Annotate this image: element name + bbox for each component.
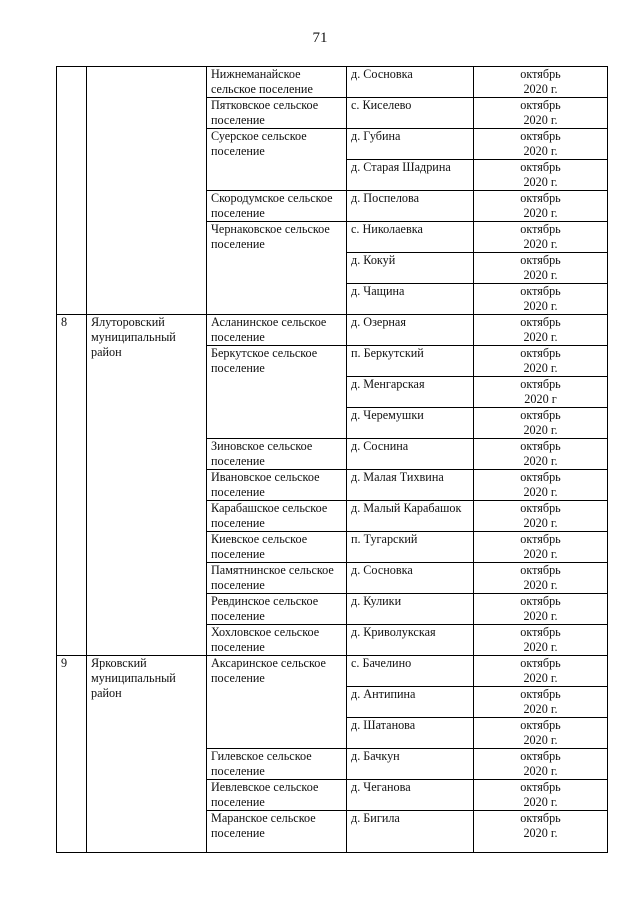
date-cell: [474, 253, 608, 284]
settlement-cell: Хохловское сельское поселение: [207, 625, 347, 656]
date-cell: [474, 98, 608, 129]
locality-cell: д. Кулики: [347, 594, 474, 625]
locality-cell: п. Беркутский: [347, 346, 474, 377]
locality-cell: п. Тугарский: [347, 532, 474, 563]
month-text: октябрь: [520, 811, 561, 825]
month-text: октябрь: [520, 284, 561, 298]
date-cell: [474, 439, 608, 470]
date-cell: [474, 346, 608, 377]
table-row: [57, 67, 608, 98]
year-text: 2020 г.: [523, 144, 558, 158]
date-cell: [474, 718, 608, 749]
month-text: октябрь: [520, 656, 561, 670]
month-text: октябрь: [520, 594, 561, 608]
date-cell: [474, 780, 608, 811]
settlement-cell: Ивановское сельское поселение: [207, 470, 347, 501]
date-cell: [474, 625, 608, 656]
locality-cell: д. Сосновка: [347, 67, 474, 98]
settlement-cell: Иевлевское сельское поселение: [207, 780, 347, 811]
locality-cell: д. Малая Тихвина: [347, 470, 474, 501]
year-text: 2020 г.: [523, 268, 558, 282]
month-text: октябрь: [520, 501, 561, 515]
settlement-cell: Нижнеманайское сельское поселение: [207, 67, 347, 98]
locality-cell: с. Николаевка: [347, 222, 474, 253]
month-text: октябрь: [520, 687, 561, 701]
month-text: октябрь: [520, 129, 561, 143]
year-text: 2020 г.: [523, 795, 558, 809]
year-text: 2020 г.: [523, 609, 558, 623]
date-cell: [474, 191, 608, 222]
date-cell: [474, 470, 608, 501]
year-text: 2020 г.: [523, 516, 558, 530]
date-cell: [474, 594, 608, 625]
year-text: 2020 г: [524, 392, 557, 406]
section-number-cell: 8: [57, 315, 87, 656]
month-text: октябрь: [520, 253, 561, 267]
locality-cell: с. Киселево: [347, 98, 474, 129]
section-number-cell: 9: [57, 656, 87, 853]
year-text: 2020 г.: [523, 361, 558, 375]
settlement-cell: Асланинское сельское поселение: [207, 315, 347, 346]
month-text: октябрь: [520, 346, 561, 360]
date-cell: [474, 222, 608, 253]
month-text: октябрь: [520, 377, 561, 391]
settlement-cell: Ревдинское сельское поселение: [207, 594, 347, 625]
month-text: октябрь: [520, 160, 561, 174]
year-text: 2020 г.: [523, 485, 558, 499]
month-text: октябрь: [520, 98, 561, 112]
year-text: 2020 г.: [523, 175, 558, 189]
schedule-table: [56, 66, 608, 853]
section-number-cell: [57, 67, 87, 315]
year-text: 2020 г.: [523, 826, 558, 840]
settlement-cell: Чернаковское сельское поселение: [207, 222, 347, 315]
year-text: 2020 г.: [523, 82, 558, 96]
settlement-cell: Гилевское сельское поселение: [207, 749, 347, 780]
date-cell: [474, 160, 608, 191]
month-text: октябрь: [520, 315, 561, 329]
locality-cell: д. Чеганова: [347, 780, 474, 811]
month-text: октябрь: [520, 439, 561, 453]
settlement-cell: Памятнинское сельское поселение: [207, 563, 347, 594]
date-cell: [474, 687, 608, 718]
locality-cell: д. Малый Карабашок: [347, 501, 474, 532]
settlement-cell: Зиновское сельское поселение: [207, 439, 347, 470]
locality-cell: д. Менгарская: [347, 377, 474, 408]
year-text: 2020 г.: [523, 113, 558, 127]
locality-cell: д. Кокуй: [347, 253, 474, 284]
settlement-cell: Маранское сельское поселение: [207, 811, 347, 853]
month-text: октябрь: [520, 191, 561, 205]
locality-cell: д. Чащина: [347, 284, 474, 315]
year-text: 2020 г.: [523, 547, 558, 561]
year-text: 2020 г.: [523, 330, 558, 344]
year-text: 2020 г.: [523, 299, 558, 313]
locality-cell: д. Бигила: [347, 811, 474, 853]
date-cell: [474, 129, 608, 160]
settlement-cell: Беркутское сельское поселение: [207, 346, 347, 439]
locality-cell: с. Бачелино: [347, 656, 474, 687]
settlement-cell: Карабашское сельское поселение: [207, 501, 347, 532]
settlement-cell: Пятковское сельское поселение: [207, 98, 347, 129]
locality-cell: д. Губина: [347, 129, 474, 160]
settlement-cell: Скородумское сельское поселение: [207, 191, 347, 222]
month-text: октябрь: [520, 67, 561, 81]
year-text: 2020 г.: [523, 733, 558, 747]
year-text: 2020 г.: [523, 702, 558, 716]
settlement-cell: Суерское сельское поселение: [207, 129, 347, 191]
year-text: 2020 г.: [523, 671, 558, 685]
date-cell: [474, 749, 608, 780]
district-cell: Ярковский муниципальный район: [87, 656, 207, 853]
date-cell: [474, 811, 608, 853]
date-cell: [474, 315, 608, 346]
locality-cell: д. Сосновка: [347, 563, 474, 594]
date-cell: [474, 284, 608, 315]
date-cell: [474, 532, 608, 563]
locality-cell: д. Шатанова: [347, 718, 474, 749]
locality-cell: д. Антипина: [347, 687, 474, 718]
table-row: [57, 315, 608, 346]
settlement-cell: Аксаринское сельское поселение: [207, 656, 347, 749]
year-text: 2020 г.: [523, 454, 558, 468]
year-text: 2020 г.: [523, 206, 558, 220]
date-cell: [474, 408, 608, 439]
month-text: октябрь: [520, 625, 561, 639]
month-text: октябрь: [520, 532, 561, 546]
year-text: 2020 г.: [523, 237, 558, 251]
year-text: 2020 г.: [523, 578, 558, 592]
locality-cell: д. Поспелова: [347, 191, 474, 222]
month-text: октябрь: [520, 470, 561, 484]
year-text: 2020 г.: [523, 764, 558, 778]
year-text: 2020 г.: [523, 423, 558, 437]
district-cell: Ялуторовский муниципальный район: [87, 315, 207, 656]
locality-cell: д. Озерная: [347, 315, 474, 346]
locality-cell: д. Черемушки: [347, 408, 474, 439]
month-text: октябрь: [520, 408, 561, 422]
date-cell: [474, 501, 608, 532]
month-text: октябрь: [520, 749, 561, 763]
locality-cell: д. Старая Шадрина: [347, 160, 474, 191]
settlement-cell: Киевское сельское поселение: [207, 532, 347, 563]
date-cell: [474, 377, 608, 408]
month-text: октябрь: [520, 563, 561, 577]
date-cell: [474, 67, 608, 98]
month-text: октябрь: [520, 780, 561, 794]
page-number: 71: [312, 30, 328, 46]
month-text: октябрь: [520, 718, 561, 732]
locality-cell: д. Криволукская: [347, 625, 474, 656]
table-row: [57, 656, 608, 687]
locality-cell: д. Бачкун: [347, 749, 474, 780]
year-text: 2020 г.: [523, 640, 558, 654]
date-cell: [474, 563, 608, 594]
date-cell: [474, 656, 608, 687]
district-cell: [87, 67, 207, 315]
month-text: октябрь: [520, 222, 561, 236]
locality-cell: д. Соснина: [347, 439, 474, 470]
